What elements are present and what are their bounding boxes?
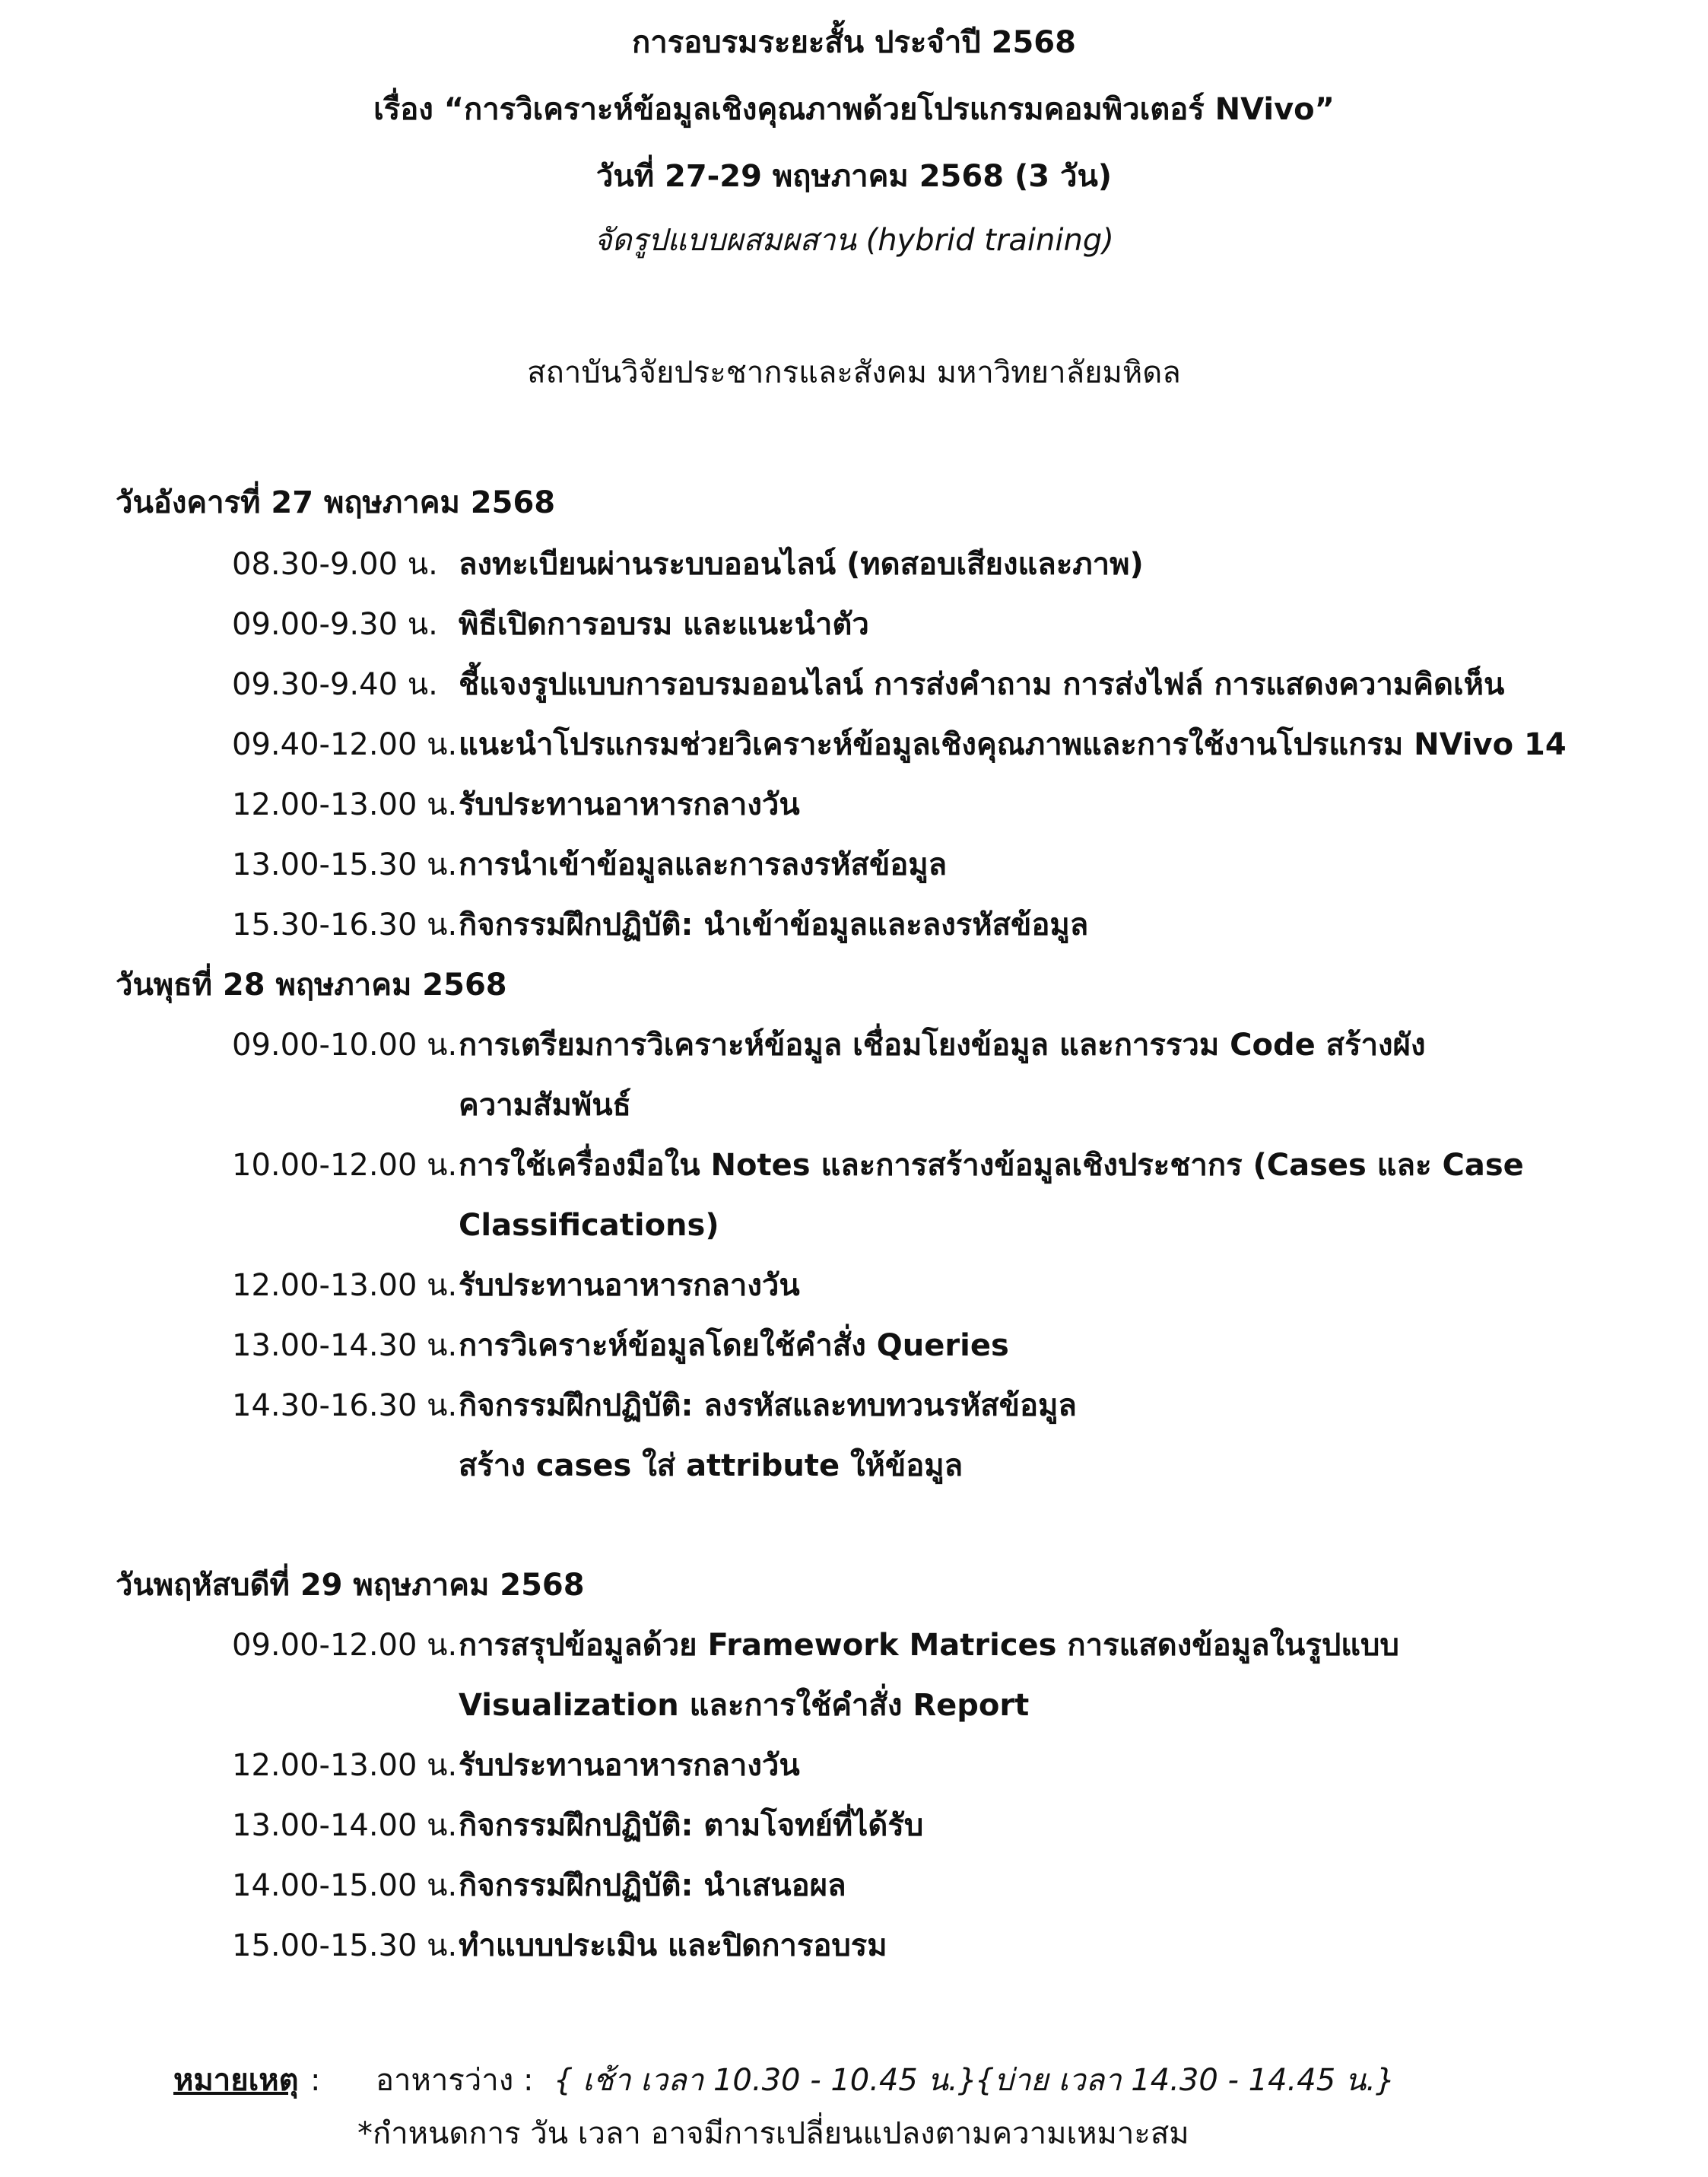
schedule-activity-continuation: Visualization และการใช้คำสั่ง Report — [459, 1688, 1030, 1723]
schedule-activity: ชี้แจงรูปแบบการอบรมออนไลน์ การส่งคำถาม การส่งไฟล์ การแสดงความคิดเห็น — [459, 667, 1505, 702]
schedule-activity: กิจกรรมฝึกปฏิบัติ: นำเสนอผล — [459, 1868, 846, 1903]
day-heading: วันพฤหัสบดีที่ 29 พฤษภาคม 2568 — [116, 1568, 585, 1603]
institute-name: สถาบันวิจัยประชากรและสังคม มหาวิทยาลัยมหิดล — [527, 355, 1181, 390]
snack-label: อาหารว่าง : — [376, 2063, 534, 2098]
schedule-activity: การนำเข้าข้อมูลและการลงรหัสข้อมูล — [459, 847, 948, 882]
note-label: หมายเหตุ — [173, 2063, 299, 2098]
schedule-time: 14.30-16.30 น. — [232, 1388, 458, 1423]
course-subject: เรื่อง “การวิเคราะห์ข้อมูลเชิงคุณภาพด้วยโปรแกรมคอมพิวเตอร์ NVivo” — [373, 92, 1335, 127]
schedule-time: 15.00-15.30 น. — [232, 1928, 458, 1963]
schedule-activity-continuation: ความสัมพันธ์ — [459, 1088, 631, 1123]
schedule-activity: รับประทานอาหารกลางวัน — [459, 1748, 800, 1783]
schedule-time: 09.00-9.30 น. — [232, 607, 438, 642]
schedule-time: 14.00-15.00 น. — [232, 1868, 458, 1903]
schedule-activity-continuation: Classifications) — [459, 1208, 719, 1243]
schedule-activity: กิจกรรมฝึกปฏิบัติ: ลงรหัสและทบทวนรหัสข้อมูล — [459, 1388, 1077, 1423]
schedule-time: 09.30-9.40 น. — [232, 667, 438, 702]
schedule-time: 09.00-12.00 น. — [232, 1628, 458, 1663]
schedule-time: 13.00-14.00 น. — [232, 1808, 458, 1843]
schedule-time: 12.00-13.00 น. — [232, 1268, 458, 1303]
schedule-time: 13.00-15.30 น. — [232, 847, 458, 882]
schedule-activity: การใช้เครื่องมือใน Notes และการสร้างข้อมูลเชิงประชากร (Cases และ Case — [459, 1148, 1524, 1183]
schedule-time: 15.30-16.30 น. — [232, 907, 458, 942]
schedule-activity: รับประทานอาหารกลางวัน — [459, 1268, 800, 1303]
day-heading: วันพุธที่ 28 พฤษภาคม 2568 — [116, 968, 507, 1003]
snack-morning-time: { เช้า เวลา 10.30 - 10.45 น.} — [554, 2063, 978, 2098]
snack-afternoon-time: {บ่าย เวลา 14.30 - 14.45 น.} — [975, 2063, 1395, 2098]
schedule-activity-continuation: สร้าง cases ใส่ attribute ให้ข้อมูล — [459, 1448, 964, 1483]
schedule-activity: การสรุปข้อมูลด้วย Framework Matrices การแสดงข้อมูลในรูปแบบ — [459, 1628, 1399, 1663]
schedule-time: 13.00-14.30 น. — [232, 1328, 458, 1363]
schedule-time: 12.00-13.00 น. — [232, 1748, 458, 1783]
schedule-activity: การเตรียมการวิเคราะห์ข้อมูล เชื่อมโยงข้อมูล และการรวม Code สร้างผัง — [459, 1028, 1426, 1063]
schedule-activity: การวิเคราะห์ข้อมูลโดยใช้คำสั่ง Queries — [459, 1328, 1009, 1363]
schedule-activity: แนะนำโปรแกรมช่วยวิเคราะห์ข้อมูลเชิงคุณภาพและการใช้งานโปรแกรม NVivo 14 — [459, 727, 1567, 762]
schedule-activity: กิจกรรมฝึกปฏิบัติ: ตามโจทย์ที่ได้รับ — [459, 1808, 924, 1843]
note-colon: : — [310, 2063, 321, 2098]
schedule-activity: กิจกรรมฝึกปฏิบัติ: นำเข้าข้อมูลและลงรหัสข้อมูล — [459, 907, 1089, 942]
schedule-activity: รับประทานอาหารกลางวัน — [459, 787, 800, 822]
schedule-time: 08.30-9.00 น. — [232, 547, 438, 582]
document-title: การอบรมระยะสั้น ประจำปี 2568 — [632, 25, 1076, 60]
schedule-activity: ทำแบบประเมิน และปิดการอบรม — [459, 1928, 887, 1963]
schedule-change-remark: *กำหนดการ วัน เวลา อาจมีการเปลี่ยนแปลงตามความเหมาะสม — [357, 2116, 1189, 2151]
schedule-activity: ลงทะเบียนผ่านระบบออนไลน์ (ทดสอบเสียงและภาพ) — [459, 547, 1144, 582]
training-format: จัดรูปแบบผสมผสาน (hybrid training) — [594, 223, 1114, 258]
schedule-activity: พิธีเปิดการอบรม และแนะนำตัว — [459, 607, 869, 642]
schedule-time: 12.00-13.00 น. — [232, 787, 458, 822]
schedule-time: 09.00-10.00 น. — [232, 1028, 458, 1063]
day-heading: วันอังคารที่ 27 พฤษภาคม 2568 — [116, 485, 556, 520]
schedule-time: 09.40-12.00 น. — [232, 727, 458, 762]
course-dates: วันที่ 27-29 พฤษภาคม 2568 (3 วัน) — [595, 159, 1113, 194]
schedule-time: 10.00-12.00 น. — [232, 1148, 458, 1183]
